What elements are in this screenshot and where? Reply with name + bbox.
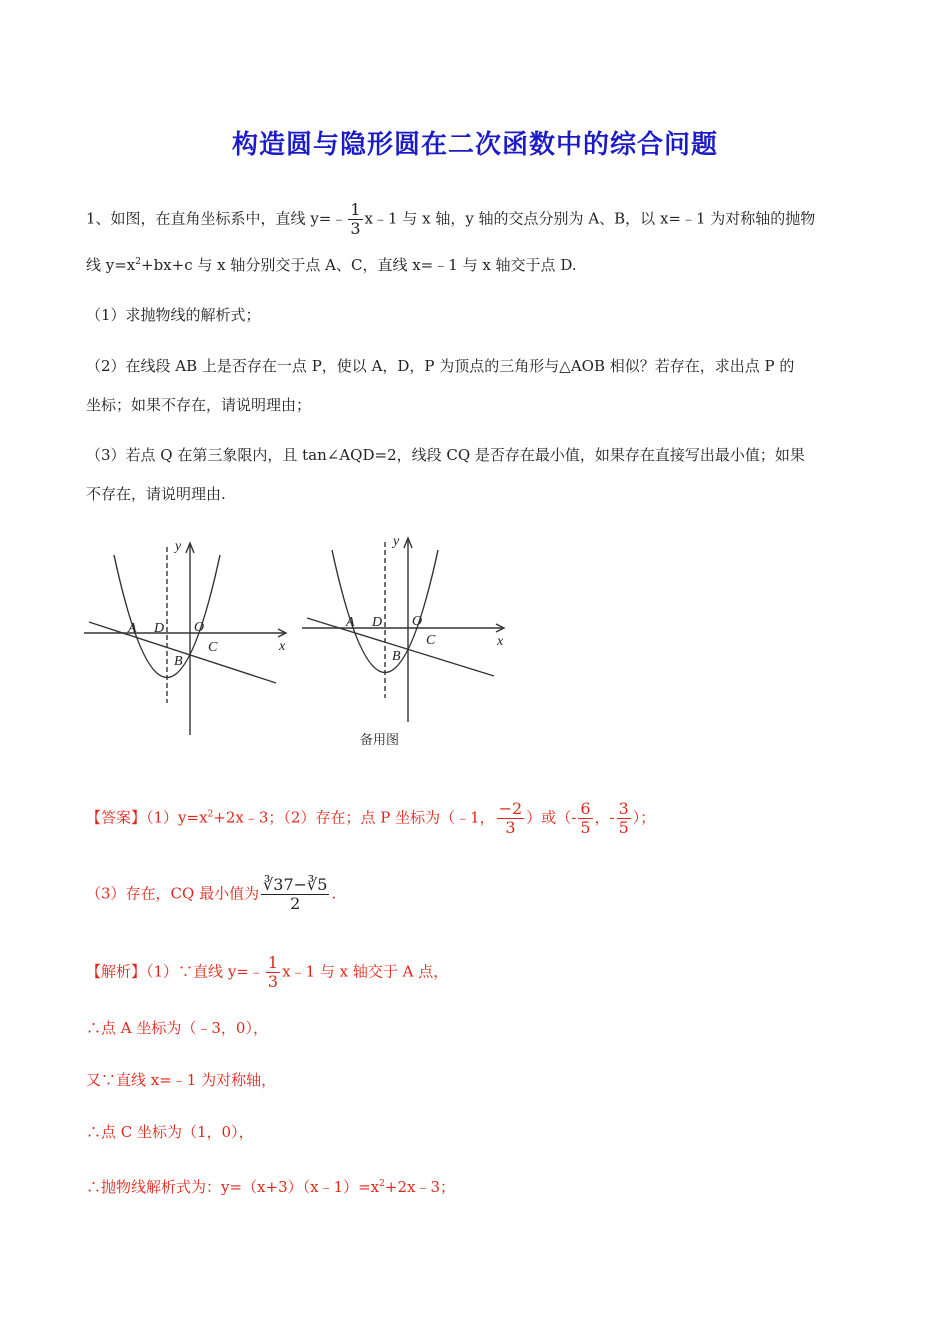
- fraction: $\frac{-2}{3}$: [498, 799, 523, 837]
- question-3-line-2: 不存在，请说明理由.: [86, 485, 226, 503]
- fraction: $\frac{3}{5}$: [618, 799, 629, 837]
- label-c: C: [208, 640, 218, 655]
- problem-line-2: 线 $y=x^2+bx+c$ 与 x 轴分别交于点 A、C，直线 x=﹣1 与 x 轴交于点 D.: [86, 256, 577, 274]
- label-a: A: [346, 615, 355, 630]
- fraction: $\frac{6}{5}$: [580, 799, 591, 837]
- question-1: （1）求抛物线的解析式；: [86, 306, 261, 324]
- figure-caption: 备用图: [360, 733, 400, 748]
- label-b: B: [392, 649, 401, 664]
- label-a: A: [128, 621, 137, 636]
- label-y: y: [393, 534, 400, 549]
- analysis-line-5: ∴抛物线解析式为：$y=(x+3)(x﹣1)=x^2+2x﹣3$；: [86, 1178, 456, 1196]
- label-d: D: [154, 621, 165, 636]
- label-c: C: [426, 633, 436, 648]
- analysis-line-3: 又∵直线 x=﹣1 为对称轴，: [86, 1071, 277, 1089]
- label-b: B: [174, 654, 183, 669]
- problem-line-1: 1、如图，在直角坐标系中，直线 y=﹣ $\frac{1}{3}$ x﹣1 与 x 轴，y 轴的交点分别为 A、B，以 x=﹣1 为对称轴的抛物: [86, 200, 816, 238]
- fraction: $\frac{1}{3}$: [350, 200, 361, 238]
- fraction: $\frac{1}{3}$: [267, 953, 279, 991]
- answer-line-2: （3）存在，CQ 最小值为 $\frac{∛37-∛5}{2}$ .: [86, 875, 337, 913]
- label-x: x: [279, 639, 286, 654]
- page-title: 构造圆与隐形圆在二次函数中的综合问题: [231, 130, 718, 160]
- question-2-line-1: （2）在线段 AB 上是否存在一点 P，使以 A，D，P 为顶点的三角形与△AOB 相似？若存在，求出点 P 的: [86, 357, 795, 375]
- answer-tag: 【答案】: [86, 808, 147, 827]
- graph-figure-backup: [302, 530, 512, 755]
- label-d: D: [372, 615, 383, 630]
- analysis-tag: 【解析】: [86, 962, 147, 981]
- label-o: O: [194, 620, 205, 635]
- fraction: $\frac{∛37-∛5}{2}$: [263, 875, 328, 913]
- graph-figure-main: [84, 535, 294, 740]
- analysis-line-4: ∴点 C 坐标为（1，0），: [86, 1123, 254, 1141]
- question-3-line-1: （3）若点 Q 在第三象限内，且 tan∠AQD=2，线段 CQ 是否存在最小值，如果存在直接写出最小值；如果: [86, 446, 805, 464]
- label-y: y: [175, 539, 182, 554]
- label-o: O: [412, 614, 423, 629]
- analysis-line-1: 【解析】（1）∵直线 y=﹣ $\frac{1}{3}$ x﹣1 与 x 轴交于 A 点，: [86, 953, 449, 991]
- answer-line-1: 【答案】$(1)y=x^2+2x﹣3$；（2）存在；点 P 坐标为（﹣1， $\frac{-2}{3}$ ）或（- $\frac{6}{5}$ ，- $\frac{3}{5}$ ）；: [86, 799, 656, 837]
- analysis-line-2: ∴点 A 坐标为（﹣3，0），: [86, 1019, 268, 1037]
- label-x: x: [497, 634, 504, 649]
- question-2-line-2: 坐标；如果不存在，请说明理由；: [86, 396, 312, 414]
